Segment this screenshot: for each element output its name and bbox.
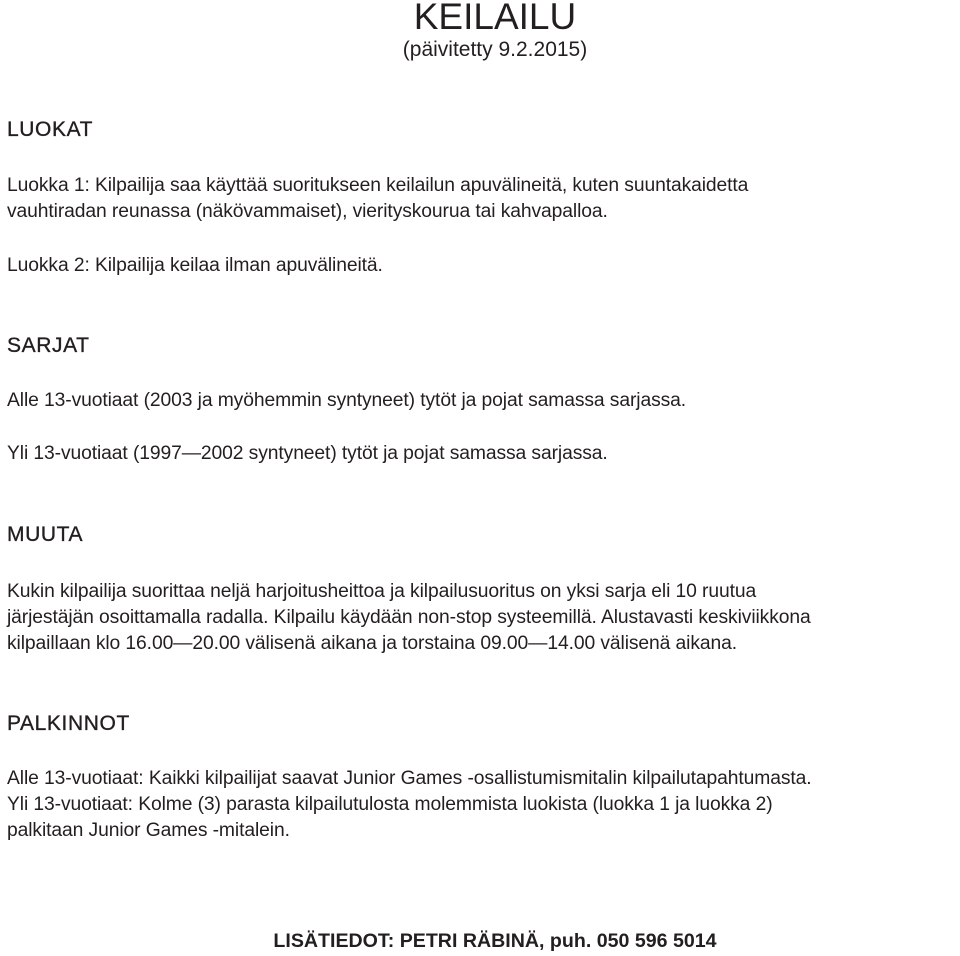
section-heading-sarjat: SARJAT [7, 334, 90, 357]
muuta-paragraph-1: Kukin kilpailija suorittaa neljä harjoitusheittoa ja kilpailusuoritus on yksi sarja eli 10 ruutua järjestäjän osoittamalla radalla. Kilpailu käydään non-stop systeemillä. Alustavasti keskiviikkona kilpaillaan klo 16.00—20.00 välisenä aikana ja torstaina 09.00—14.00 välisenä aikana. [7, 581, 811, 654]
document-title: KEILAILU [413, 0, 577, 37]
luokat-paragraph-1: Luokka 1: Kilpailija saa käyttää suoritukseen keilailun apuvälineitä, kuten suuntakaidetta vauhtiradan reunassa (näkövammaiset), vierityskourua tai kahvapalloa. [7, 175, 749, 222]
contact-footer: LISÄTIEDOT: PETRI RÄBINÄ, puh. 050 596 5014 [273, 930, 717, 952]
section-heading-muuta: MUUTA [7, 523, 84, 546]
sarjat-paragraph-2: Yli 13-vuotiaat (1997—2002 syntyneet) tytöt ja pojat samassa sarjassa. [7, 443, 608, 464]
section-heading-luokat: LUOKAT [7, 118, 94, 141]
palkinnot-paragraph-1: Alle 13-vuotiaat: Kaikki kilpailijat saavat Junior Games -osallistumismitalin kilpailutapahtumasta. Yli 13-vuotiaat: Kolme (3) parasta kilpailutulosta molemmista luokista (luokka 1 ja luokka 2) palkitaan Junior Games -mitalein. [7, 768, 812, 841]
luokat-paragraph-2: Luokka 2: Kilpailija keilaa ilman apuvälineitä. [7, 255, 383, 276]
document-subtitle: (päivitetty 9.2.2015) [402, 38, 588, 61]
section-heading-palkinnot: PALKINNOT [7, 712, 130, 735]
sarjat-paragraph-1: Alle 13-vuotiaat (2003 ja myöhemmin syntyneet) tytöt ja pojat samassa sarjassa. [7, 390, 687, 411]
